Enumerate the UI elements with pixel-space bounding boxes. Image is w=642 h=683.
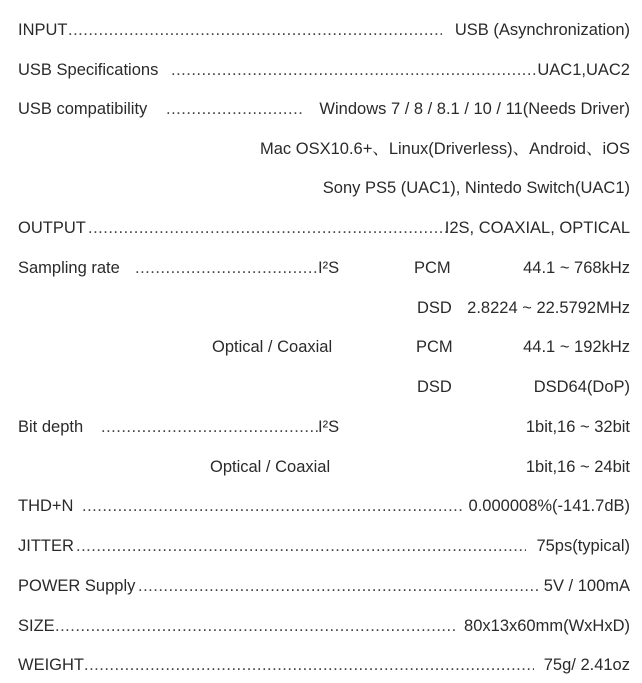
dot-leader [68,18,442,42]
spec-value: 80x13x60mm(WxHxD) [464,617,630,635]
dsd-label: DSD [417,378,452,396]
spec-value: 1bit,16 ~ 32bit [525,418,630,436]
optical-coaxial-label: Optical / Coaxial [212,338,333,356]
spec-label: OUTPUT [18,219,86,237]
dot-leader [138,574,538,598]
spec-row-usb-compatibility-2 [18,137,630,161]
spec-label: Bit depth [18,418,84,436]
pcm-label: PCM [414,259,451,277]
spec-value: Windows 7 / 8 / 8.1 / 10 / 11(Needs Driver) [319,100,630,118]
spec-label: WEIGHT [18,656,84,674]
spec-value: 0.000008%(-141.7dB) [468,497,630,515]
spec-value: 44.1 ~ 768kHz [523,259,630,277]
spec-value: USB (Asynchronization) [454,21,630,39]
dot-leader [135,256,318,280]
spec-label: USB Specifications [18,61,159,79]
spec-row-weight [18,653,630,677]
spec-label: THD+N [18,497,74,515]
spec-row-usb-compatibility-3 [18,176,630,200]
spec-row-sampling-i2s-dsd [18,296,630,320]
spec-row-power-supply [18,574,630,598]
spec-row-jitter [18,534,630,558]
spec-row-bit-depth [18,415,630,439]
dot-leader [76,534,526,558]
spec-row-usb-compatibility [18,97,630,121]
dot-leader [55,614,455,638]
spec-row-input [18,18,630,42]
spec-value: 2.8224 ~ 22.5792MHz [467,299,630,317]
spec-value: I2S, COAXIAL, OPTICAL [444,219,630,237]
spec-value: 75ps(typical) [536,537,630,555]
spec-row-thd-n [18,494,630,518]
dot-leader [88,216,450,240]
spec-value: 5V / 100mA [543,577,630,595]
spec-row-output [18,216,630,240]
spec-value: 44.1 ~ 192kHz [523,338,630,356]
spec-row-size [18,614,630,638]
spec-label: POWER Supply [18,577,136,595]
i2s-label: I²S [318,418,340,436]
spec-label: INPUT [18,21,68,39]
dot-leader [171,58,538,82]
spec-value: Mac OSX10.6+、Linux(Driverless)、Android、iOS [259,140,630,158]
spec-value: 75g/ 2.41oz [543,656,630,674]
dot-leader [166,97,302,121]
spec-row-sampling-optical-dsd [18,375,630,399]
i2s-label: I²S [318,259,340,277]
spec-label: USB compatibility [18,100,148,118]
spec-row-bit-depth-optical [18,455,630,479]
dot-leader [84,653,534,677]
dot-leader [82,494,462,518]
spec-row-sampling-rate [18,256,630,280]
spec-label: SIZE [18,617,55,635]
spec-row-sampling-optical-pcm [18,335,630,359]
spec-label: JITTER [18,537,74,555]
spec-value: UAC1,UAC2 [537,61,630,79]
pcm-label: PCM [416,338,453,356]
dsd-label: DSD [417,299,452,317]
optical-coaxial-label: Optical / Coaxial [210,458,331,476]
spec-value: Sony PS5 (UAC1), Nintedo Switch(UAC1) [322,179,630,197]
spec-value: DSD64(DoP) [533,378,630,396]
spec-label: Sampling rate [18,259,120,277]
spec-row-usb-specifications [18,58,630,82]
dot-leader [101,415,318,439]
spec-value: 1bit,16 ~ 24bit [525,458,630,476]
